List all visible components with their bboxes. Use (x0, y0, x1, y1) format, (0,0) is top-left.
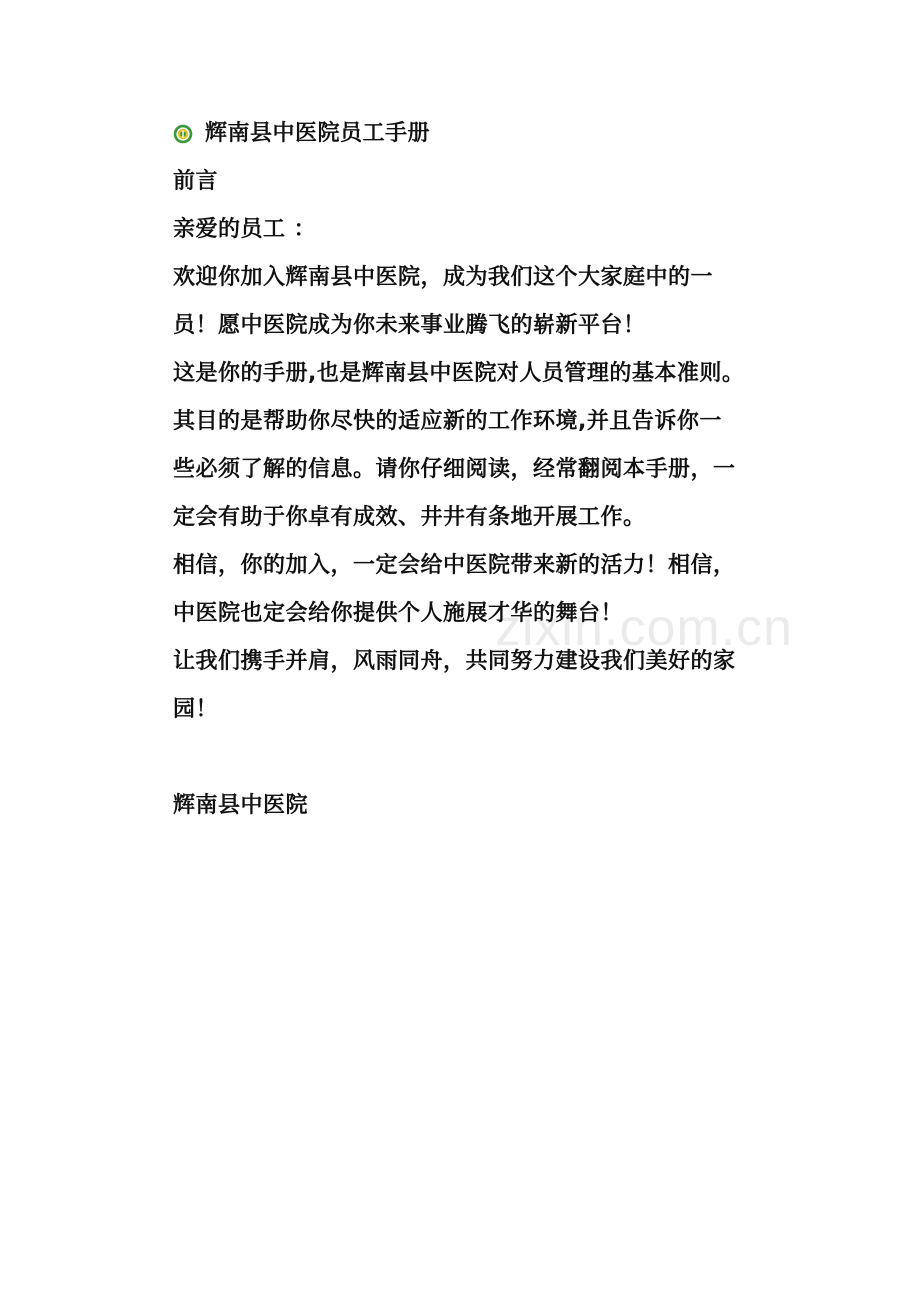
blank-line (173, 734, 803, 782)
signature: 辉南县中医院 (173, 793, 309, 818)
paragraph-line: 中医院也定会给你提供个人施展才华的舞台！ (173, 601, 624, 626)
watermark: zixin.com.cn (495, 599, 794, 657)
paragraph-line: 欢迎你加入辉南县中医院，成为我们这个大家庭中的一 (173, 265, 714, 290)
paragraph-line: 定会有助于你卓有成效、井井有条地开展工作。 (173, 505, 646, 530)
hospital-logo-icon (173, 124, 193, 144)
paragraph-line: 这是你的手册,也是辉南县中医院对人员管理的基本准则。 (173, 361, 745, 386)
paragraph-line: 相信，你的加入，一定会给中医院带来新的活力！相信， (173, 553, 736, 578)
paragraph-line: 其目的是帮助你尽快的适应新的工作环境,并且告诉你一 (173, 409, 722, 434)
paragraph-line: 些必须了解的信息。请你仔细阅读，经常翻阅本手册，一 (173, 457, 736, 482)
section-heading-preface: 前言 (173, 169, 219, 194)
document-body (173, 110, 803, 830)
document-title: 辉南县中医院员工手册 (205, 121, 431, 146)
paragraph-line: 让我们携手并肩，风雨同舟，共同努力建设我们美好的家 (173, 649, 736, 674)
salutation: 亲爱的员工 ： (173, 217, 317, 242)
document-title-line (173, 110, 803, 158)
paragraph-line: 园！ (173, 697, 219, 722)
paragraph-line: 员！愿中医院成为你未来事业腾飞的崭新平台！ (173, 313, 646, 338)
